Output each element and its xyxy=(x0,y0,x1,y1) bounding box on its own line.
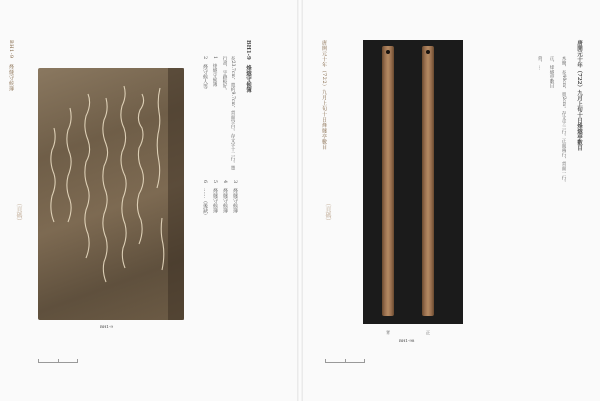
transcription-line: 5 烽燧守候簿 xyxy=(212,180,218,214)
description-line: 行書，字跡較好。 xyxy=(222,56,228,93)
right-page xyxy=(303,0,600,401)
wooden-slip-front xyxy=(422,46,434,316)
scale-bar xyxy=(38,358,78,363)
description-line: 背，… xyxy=(537,56,543,70)
entry-title-right: 唐開元十年（722）九月上旬十日烽燧亭數目 xyxy=(576,40,582,151)
strip-photo-background xyxy=(363,40,463,324)
photo-caption-left: BH1-9 xyxy=(100,324,113,329)
strip-label-front: 正 xyxy=(426,330,430,335)
transcription-line: 4 烽燧守候簿 xyxy=(222,180,228,214)
description-line: 長23.7cm，寬約9.7cm，背面空白。存文字十二行。墨 xyxy=(230,56,236,171)
document-photo xyxy=(38,68,184,320)
wooden-slip-back xyxy=(382,46,394,316)
strip-label-back: 背 xyxy=(386,330,390,335)
running-head-right: 唐開元十年（722）九月上旬十日烽燧亭數目 xyxy=(321,40,327,151)
left-page xyxy=(0,0,297,401)
photo-caption-right: BH1-98 xyxy=(399,338,415,343)
running-head-left: BH1-9 烽燧守候簿 xyxy=(8,40,14,92)
transcription-line: 6 ……（後缺） xyxy=(202,180,208,219)
folio-right: （頁碼） xyxy=(324,200,331,224)
transcription-line: 2 烽守候人等 xyxy=(202,56,208,90)
description-line: 正，烽燧亭數目 xyxy=(549,56,555,89)
scale-bar xyxy=(325,358,365,363)
description-line: 木簡，長40cm，寬2cm。存文字三行。正面兩行，背面一行。 xyxy=(561,56,567,185)
folio-left: （頁碼） xyxy=(15,200,22,224)
entry-title-left: BH1-9 烽燧守候簿 xyxy=(245,40,251,93)
transcription-line: 3 烽燧守候簿 xyxy=(232,180,238,214)
description-line: 1 烽燧守候簿 xyxy=(212,56,218,87)
